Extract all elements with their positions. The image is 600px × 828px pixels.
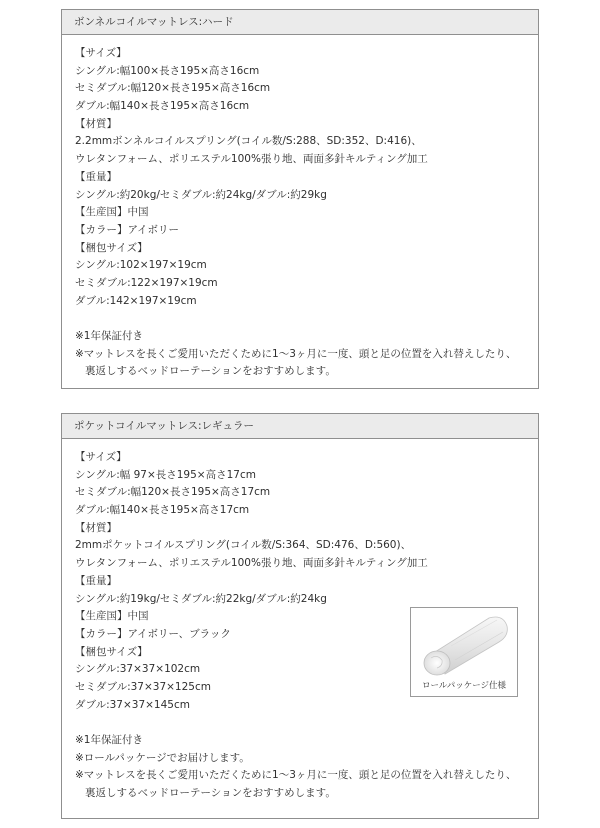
note-line: ※マットレスを長くご愛用いただくために1〜3ヶ月に一度、頭と足の位置を入れ替えしたり、 xyxy=(75,347,517,360)
spec-line: ダブル:幅140×長さ195×高さ17cm xyxy=(75,504,250,517)
bonnell-coil-spec-box xyxy=(61,9,539,389)
spec-line: セミダブル:122×197×19cm xyxy=(75,276,218,289)
spec-line: ダブル:37×37×145cm xyxy=(75,698,190,711)
spec-line: 2mmポケットコイルスプリング(コイル数/S:364、SD:476、D:560)、 xyxy=(75,539,412,552)
note-line: ※ロールパッケージでお届けします。 xyxy=(75,751,250,764)
spec-line: セミダブル:幅120×長さ195×高さ16cm xyxy=(75,82,271,95)
note-line: 裏返しするベッドローテーションをおすすめします。 xyxy=(85,787,336,800)
note-line: 裏返しするベッドローテーションをおすすめします。 xyxy=(85,365,336,378)
rolled-mattress-illustration xyxy=(411,608,517,678)
spec-line: シングル:約19kg/セミダブル:約22kg/ダブル:約24kg xyxy=(75,592,327,605)
note-line: ※1年保証付き xyxy=(75,734,143,746)
spec-line: 【カラー】アイボリー xyxy=(75,223,180,236)
spec-line: 【生産国】中国 xyxy=(75,610,149,623)
section-title: ポケットコイルマットレス:レギュラー xyxy=(62,414,538,439)
spec-line: 【サイズ】 xyxy=(75,451,127,463)
spec-line: シングル:102×197×19cm xyxy=(75,259,207,272)
spec-line: 【重量】 xyxy=(75,170,117,183)
roll-package-image xyxy=(410,607,518,697)
spec-line: 【重量】 xyxy=(75,574,117,587)
spec-line: 【梱包サイズ】 xyxy=(75,645,148,658)
pocket-coil-spec-box xyxy=(61,413,539,819)
spec-body xyxy=(75,45,535,381)
spec-line: 【生産国】中国 xyxy=(75,206,149,219)
spec-line: 【カラー】アイボリー、ブラック xyxy=(75,627,231,640)
spec-line: セミダブル:37×37×125cm xyxy=(75,680,211,693)
spec-line: シングル:約20kg/セミダブル:約24kg/ダブル:約29kg xyxy=(75,188,327,201)
spec-line: シングル:幅100×長さ195×高さ16cm xyxy=(75,64,260,77)
spec-line: ダブル:幅140×長さ195×高さ16cm xyxy=(75,100,250,113)
section-title: ボンネルコイルマットレス:ハード xyxy=(62,10,538,35)
spec-line: シングル:37×37×102cm xyxy=(75,663,201,676)
spec-line: ウレタンフォーム、ポリエステル100%張り地、両面多針キルティング加工 xyxy=(75,557,428,570)
note-line: ※1年保証付き xyxy=(75,330,143,342)
note-line: ※マットレスを長くご愛用いただくために1〜3ヶ月に一度、頭と足の位置を入れ替えしたり、 xyxy=(75,769,517,782)
spec-line: 【材質】 xyxy=(75,521,117,534)
spec-line: 【梱包サイズ】 xyxy=(75,241,148,254)
image-caption: ロールパッケージ仕様 xyxy=(421,681,507,691)
spec-line: 【材質】 xyxy=(75,117,117,130)
spec-line: ダブル:142×197×19cm xyxy=(75,294,197,307)
spec-line: ウレタンフォーム、ポリエステル100%張り地、両面多針キルティング加工 xyxy=(75,153,428,166)
spec-line: セミダブル:幅120×長さ195×高さ17cm xyxy=(75,486,271,499)
spec-line: 【サイズ】 xyxy=(75,47,127,59)
spec-line: シングル:幅 97×長さ195×高さ17cm xyxy=(75,468,256,481)
spec-line: 2.2mmボンネルコイルスプリング(コイル数/S:288、SD:352、D:416)、 xyxy=(75,135,422,148)
